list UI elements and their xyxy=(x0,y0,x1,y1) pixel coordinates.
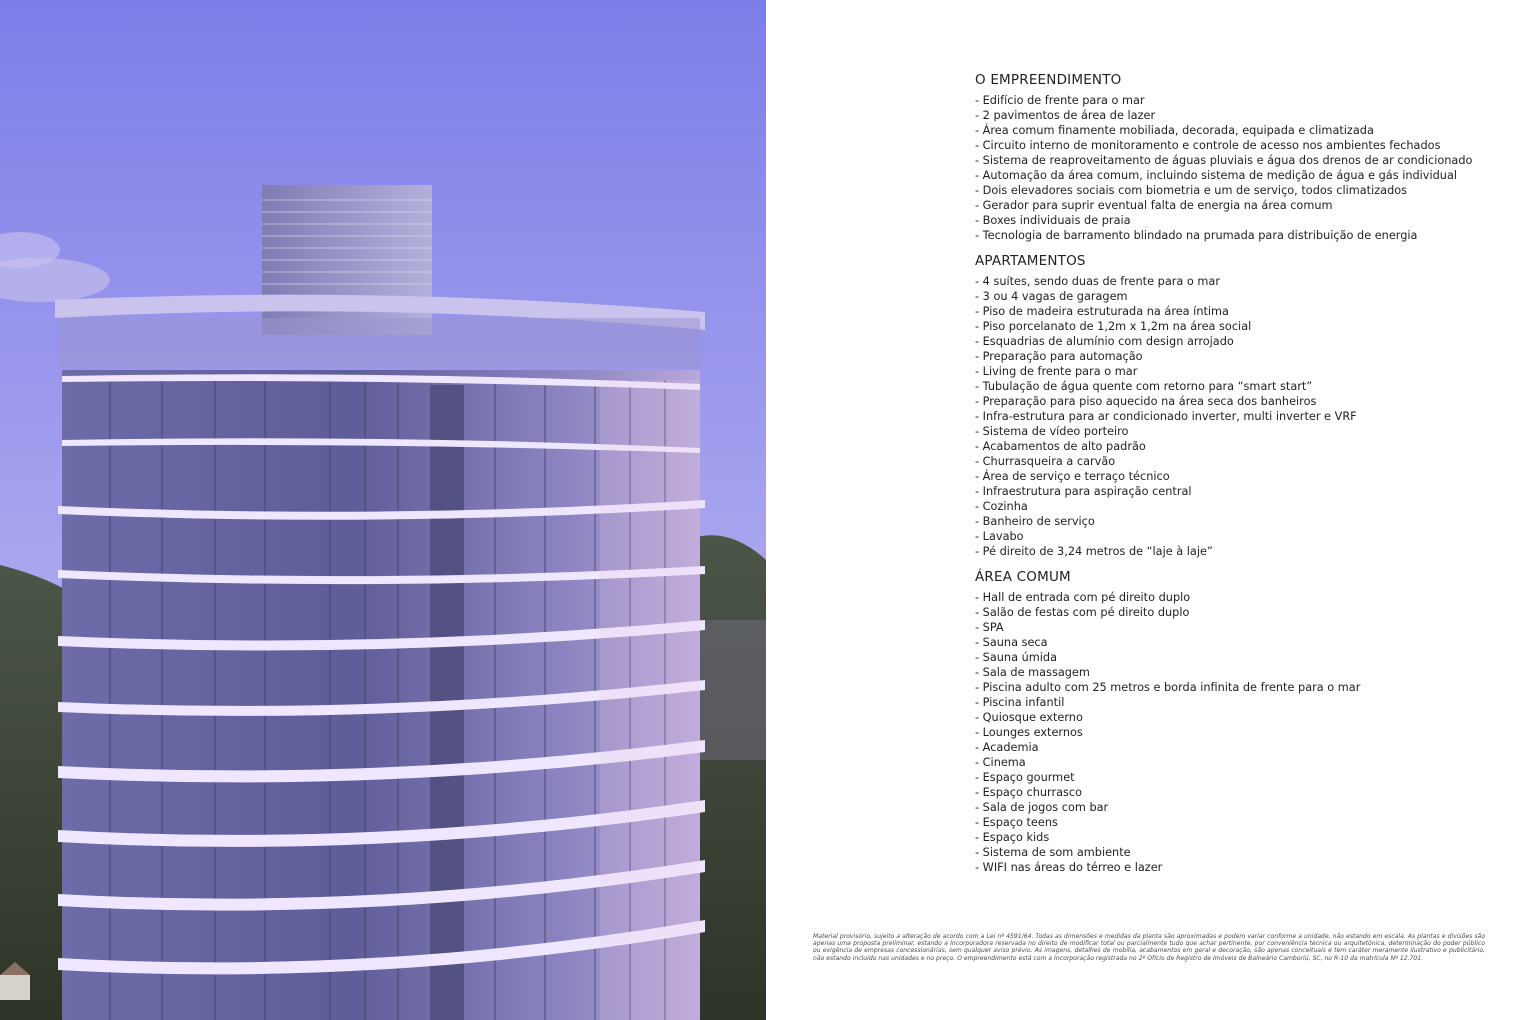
list-item: - Sauna úmida xyxy=(975,651,1057,664)
list-item: - Área de serviço e terraço técnico xyxy=(975,470,1170,483)
list-item: - Sauna seca xyxy=(975,636,1048,649)
list-item: - Sala de massagem xyxy=(975,666,1090,679)
hill-right xyxy=(690,535,766,1020)
list-item: - Sistema de reaproveitamento de águas pluviais e água dos drenos de ar condicionado xyxy=(975,154,1473,167)
list-item: - WIFI nas áreas do térreo e lazer xyxy=(975,861,1163,874)
list-item: - Tecnologia de barramento blindado na prumada para distribuição de energia xyxy=(975,229,1418,242)
list-item: - 2 pavimentos de área de lazer xyxy=(975,109,1156,122)
list-item: - Academia xyxy=(975,741,1039,754)
list-item: - Piso de madeira estruturada na área íntima xyxy=(975,305,1229,318)
section-apartamentos xyxy=(975,253,1515,559)
list-item: - SPA xyxy=(975,621,1004,634)
list-item: - Acabamentos de alto padrão xyxy=(975,440,1146,453)
specifications xyxy=(975,72,1515,885)
list-item: - Gerador para suprir eventual falta de energia na área comum xyxy=(975,199,1333,212)
list-item: - 4 suítes, sendo duas de frente para o mar xyxy=(975,275,1220,288)
list-item: - Sala de jogos com bar xyxy=(975,801,1109,814)
list-item: - Piscina adulto com 25 metros e borda infinita de frente para o mar xyxy=(975,681,1361,694)
list-item: - Espaço churrasco xyxy=(975,786,1083,799)
list-item: - Esquadrias de alumínio com design arrojado xyxy=(975,335,1234,348)
list-item: - Área comum finamente mobiliada, decorada, equipada e climatizada xyxy=(975,124,1374,137)
section-title: ÁREA COMUM xyxy=(975,569,1071,585)
feature-list xyxy=(975,274,1515,559)
list-item: - Dois elevadores sociais com biometria e um de serviço, todos climatizados xyxy=(975,184,1408,197)
list-item: - Piscina infantil xyxy=(975,696,1065,709)
section-title: O EMPREENDIMENTO xyxy=(975,72,1122,88)
list-item: - Infraestrutura para aspiração central xyxy=(975,485,1192,498)
list-item: - Salão de festas com pé direito duplo xyxy=(975,606,1190,619)
section-title: APARTAMENTOS xyxy=(975,253,1086,269)
list-item: - Preparação para automação xyxy=(975,350,1143,363)
list-item: - Piso porcelanato de 1,2m x 1,2m na área social xyxy=(975,320,1252,333)
list-item: - Preparação para piso aquecido na área seca dos banheiros xyxy=(975,395,1317,408)
list-item: - Pé direito de 3,24 metros de “laje à laje” xyxy=(975,545,1213,558)
list-item: - Infra-estrutura para ar condicionado inverter, multi inverter e VRF xyxy=(975,410,1357,423)
list-item: - Lavabo xyxy=(975,530,1024,543)
list-item: - Sistema de som ambiente xyxy=(975,846,1131,859)
list-item: - Cinema xyxy=(975,756,1026,769)
legal-disclaimer: Material provisório, sujeito a alteração de acordo com a Lei nº 4591/64. Todas as dimensões e medidas da planta são aproximadas e podem variar conforme a unidade, não estando em escala. As plantas e divisões são apenas uma proposta preliminar, estando a Incorporadora reservada no direito de modificar total ou parcialmente tudo que achar pertinente, por conveniência técnica ou arquitetônica, determinação do poder público ou exigência de empresas concessionárias, sem qualquer aviso prévio. As imagens, detalhes de mobília, acabamentos em geral e decoração, são apenas conceituais e tem caráter meramente ilustrativo e publicitário, não estando incluído nas unidades e no preço. O empreendimento está com a Incorporação registrada no 2º Ofício de Registro de Imóveis de Balneário Camboriú, SC, no R-10 da matrícula Nº 12.701. xyxy=(813,933,1485,962)
list-item: - Living de frente para o mar xyxy=(975,365,1138,378)
list-item: - Automação da área comum, incluindo sistema de medição de água e gás individual xyxy=(975,169,1458,182)
list-item: - Cozinha xyxy=(975,500,1028,513)
list-item: - Sistema de vídeo porteiro xyxy=(975,425,1129,438)
list-item: - Banheiro de serviço xyxy=(975,515,1095,528)
feature-list xyxy=(975,590,1515,875)
list-item: - Hall de entrada com pé direito duplo xyxy=(975,591,1191,604)
list-item: - Boxes individuais de praia xyxy=(975,214,1131,227)
list-item: - Espaço teens xyxy=(975,816,1058,829)
list-item: - Espaço kids xyxy=(975,831,1050,844)
feature-list xyxy=(975,93,1515,243)
list-item: - Lounges externos xyxy=(975,726,1083,739)
list-item: - Churrasqueira a carvão xyxy=(975,455,1116,468)
list-item: - Quiosque externo xyxy=(975,711,1083,724)
list-item: - Tubulação de água quente com retorno para “smart start” xyxy=(975,380,1313,393)
section-area-comum xyxy=(975,569,1515,875)
section-empreendimento xyxy=(975,72,1515,243)
list-item: - Circuito interno de monitoramento e controle de acesso nos ambientes fechados xyxy=(975,139,1441,152)
list-item: - 3 ou 4 vagas de garagem xyxy=(975,290,1128,303)
list-item: - Espaço gourmet xyxy=(975,771,1075,784)
list-item: - Edifício de frente para o mar xyxy=(975,94,1145,107)
